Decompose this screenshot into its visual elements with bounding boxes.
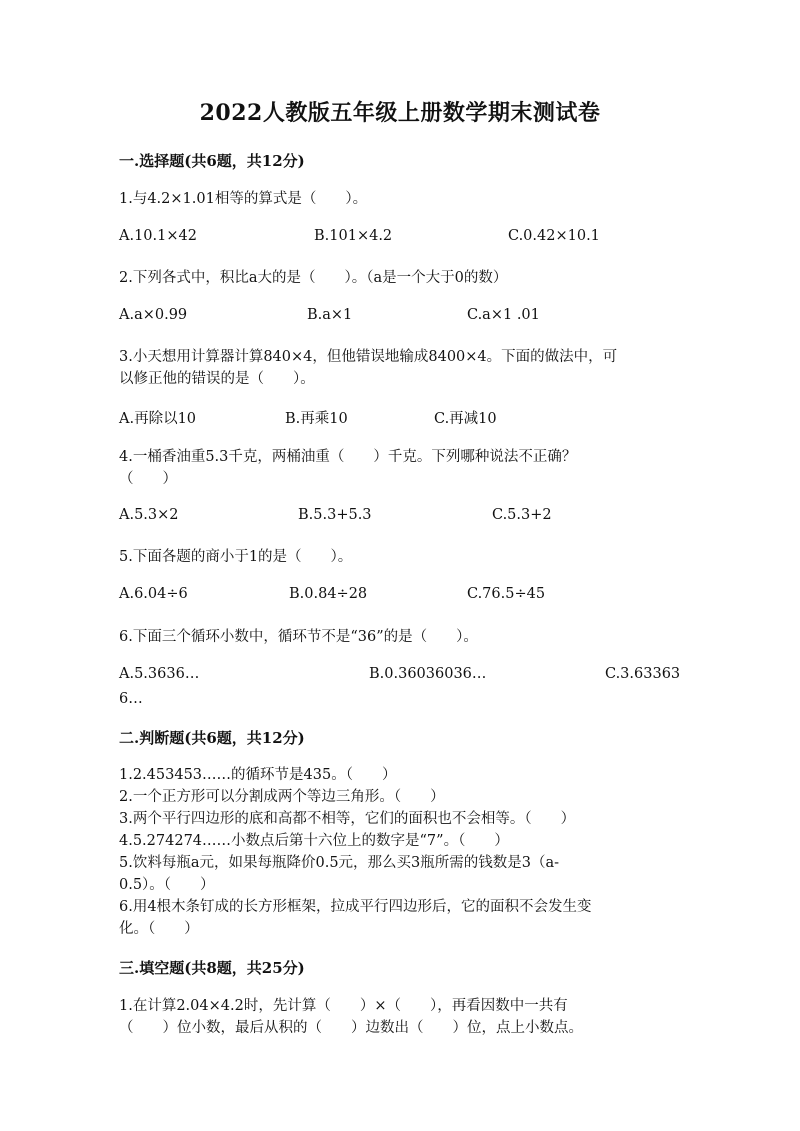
choice-options-5 (119, 586, 689, 608)
fill-question-1-cont: （ ）位小数，最后从积的（ ）边数出（ ）位，点上小数点。 (119, 1020, 583, 1036)
choice-question-5: 5.下面各题的商小于1的是（ ）。 (119, 549, 353, 565)
option-b: B.0.84÷28 (289, 586, 368, 602)
option-a: A.10.1×42 (119, 228, 197, 244)
judge-line-5-cont: 0.5）。（ ） (119, 877, 215, 893)
option-c: C.5.3+2 (492, 507, 552, 523)
option-a: A.再除以10 (119, 411, 197, 427)
judge-line-4: 4.5.274274……小数点后第十六位上的数字是“7”。（ ） (119, 833, 509, 849)
judge-line-6-cont: 化。（ ） (119, 921, 199, 937)
option-c: C.a×1 .01 (467, 307, 540, 323)
choice-options-6 (119, 666, 689, 688)
option-b: B.再乘10 (285, 411, 348, 427)
option-c: C.再减10 (434, 411, 497, 427)
judge-line-6: 6.用4根木条钉成的长方形框架，拉成平行四边形后，它的面积不会发生变 (119, 899, 592, 915)
choice-question-6: 6.下面三个循环小数中，循环节不是“36”的是（ ）。 (119, 629, 478, 645)
option-b: B.5.3+5.3 (298, 507, 372, 523)
choice-question-4-cont: （ ） (119, 471, 177, 487)
choice-options-3 (119, 407, 689, 429)
section-heading-fill: 三.填空题(共8题，共25分) (119, 959, 305, 977)
option-a: A.5.3×2 (119, 507, 179, 523)
choice-options-1 (119, 228, 689, 250)
option-a: A.6.04÷6 (119, 586, 188, 602)
option-b: B.101×4.2 (314, 228, 393, 244)
judge-line-2: 2.一个正方形可以分割成两个等边三角形。（ ） (119, 789, 445, 805)
choice-options-4 (119, 507, 689, 529)
choice-question-2: 2.下列各式中，积比a大的是（ ）。（a是一个大于0的数） (119, 270, 508, 286)
option-c: C.3.63363 (605, 666, 681, 682)
option-c: C.0.42×10.1 (508, 228, 600, 244)
choice-option-6c-wrap: 6… (119, 691, 143, 707)
option-c: C.76.5÷45 (467, 586, 546, 602)
option-b: B.a×1 (307, 307, 353, 323)
choice-question-1: 1.与4.2×1.01相等的算式是（ ）。 (119, 191, 368, 207)
choice-question-3: 3.小天想用计算器计算840×4，但他错误地输成8400×4。下面的做法中，可 (119, 349, 618, 365)
choice-options-2 (119, 307, 689, 329)
option-a: A.a×0.99 (119, 307, 188, 323)
judge-line-5: 5.饮料每瓶a元，如果每瓶降价0.5元，那么买3瓶所需的钱数是3（a- (119, 855, 560, 871)
option-b: B.0.36036036… (369, 666, 487, 682)
option-a: A.5.3636… (119, 666, 200, 682)
judge-line-1: 1.2.453453……的循环节是435。（ ） (119, 767, 397, 783)
section-heading-choice: 一.选择题(共6题，共12分) (119, 152, 305, 170)
section-heading-judge: 二.判断题(共6题，共12分) (119, 729, 305, 747)
choice-question-4: 4.一桶香油重5.3千克，两桶油重（ ）千克。下列哪种说法不正确？ (119, 449, 577, 465)
exam-title: 2022人教版五年级上册数学期末测试卷 (199, 100, 601, 126)
fill-question-1: 1.在计算2.04×4.2时，先计算（ ）×（ ），再看因数中一共有 (119, 998, 568, 1014)
judge-line-3: 3.两个平行四边形的底和高都不相等，它们的面积也不会相等。（ ） (119, 811, 576, 827)
choice-question-3-cont: 以修正他的错误的是（ ）。 (119, 371, 315, 387)
